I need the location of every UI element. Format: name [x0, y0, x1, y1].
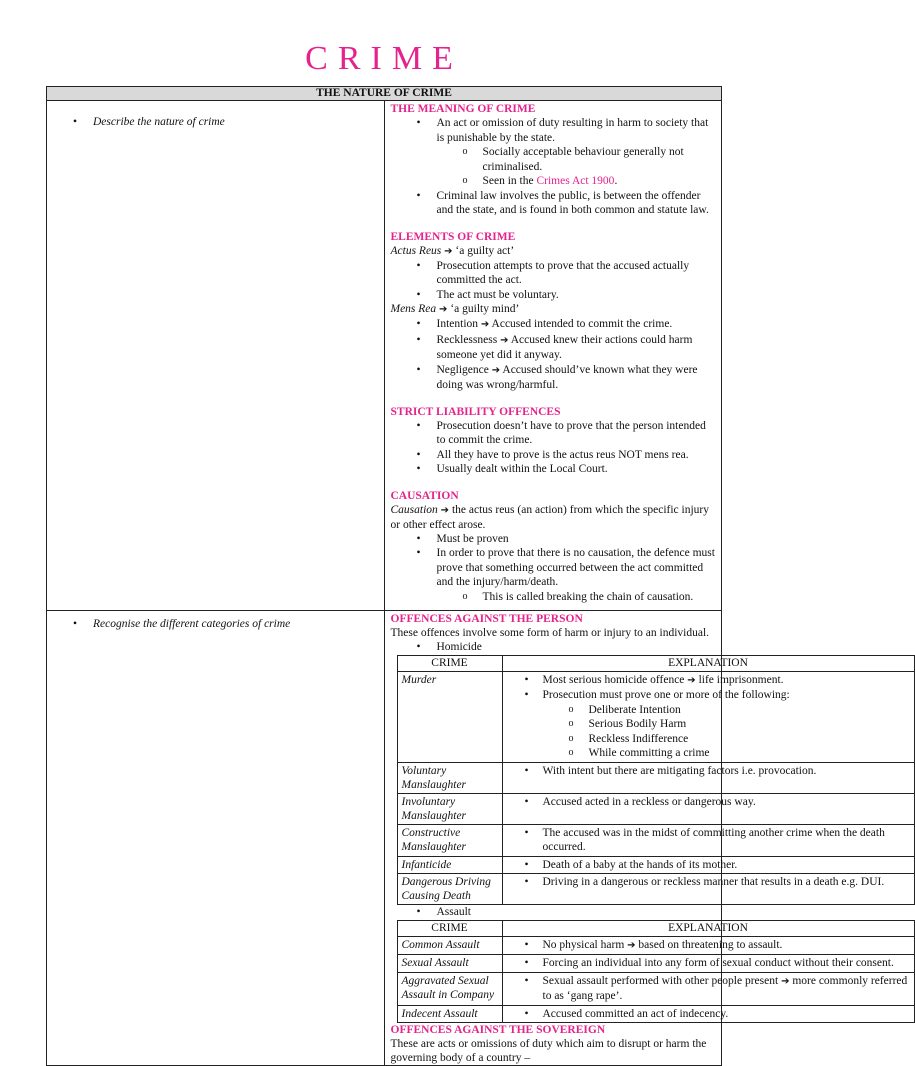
heading-meaning: THE MEANING OF CRIME — [390, 103, 536, 115]
col-explanation: EXPLANATION — [502, 655, 914, 671]
section-strict-liability — [391, 405, 716, 477]
list-item: • Homicide — [437, 640, 716, 655]
table-row: Common Assault • No physical harm ➔ based on threatening to assault. — [397, 936, 914, 955]
homicide-table — [397, 655, 915, 906]
section-elements — [391, 230, 716, 393]
section-meaning — [391, 102, 716, 218]
heading-strict: STRICT LIABILITY OFFENCES — [390, 405, 561, 418]
list-item: • Accused committed an act of indecency. — [543, 1007, 910, 1022]
outcome-text: • Recognise the different categories of crime — [93, 617, 378, 631]
list-item: • The accused was in the midst of committing another crime when the death occurred. — [543, 826, 910, 855]
list-item: o Socially acceptable behaviour generally not criminalised. — [483, 145, 716, 174]
table-row: Voluntary Manslaughter • With intent but there are mitigating factors i.e. provocation. — [397, 762, 914, 793]
mens-rea-line: Mens Rea ➔ ‘a guilty mind’ — [390, 303, 520, 315]
list-item: • The act must be voluntary. — [437, 288, 716, 303]
list-item: o Seen in the Crimes Act 1900. — [483, 174, 716, 189]
list-item: • All they have to prove is the actus reus NOT mens rea. — [437, 448, 716, 463]
list-item: • In order to prove that there is no causation, the defence must prove that something occurred between the act committed and the injury/harm/death. o This is called breaking the chain of causation. — [437, 546, 716, 604]
table-row: Constructive Manslaughter • The accused was in the midst of committing another crime when the death occurred. — [397, 824, 914, 856]
arrow-icon: ➔ — [687, 674, 696, 686]
list-item: • Sexual assault performed with other people present ➔ more commonly referred to as ‘gang rape’. — [543, 974, 910, 1004]
list-item: • Assault — [437, 905, 716, 920]
outcome-cell — [47, 611, 385, 1066]
col-crime: CRIME — [397, 920, 502, 936]
list-item: • Must be proven — [437, 532, 716, 547]
table-row: Aggravated Sexual Assault in Company • Sexual assault performed with other people present ➔ more commonly referred to as ‘gang rape’. — [397, 972, 914, 1005]
list-item: • Driving in a dangerous or reckless manner that results in a death e.g. DUI. — [543, 875, 910, 890]
nature-of-crime-table — [46, 86, 908, 1066]
heading-person: OFFENCES AGAINST THE PERSON — [390, 613, 583, 625]
list-item: o Deliberate Intention — [589, 703, 910, 718]
list-item: o Reckless Indifference — [589, 732, 910, 747]
assault-table — [397, 920, 915, 1024]
section-causation — [391, 489, 716, 605]
arrow-icon: ➔ — [627, 939, 636, 951]
outcome-cell — [47, 101, 385, 611]
outcome-text: • Describe the nature of crime — [93, 115, 378, 129]
list-item: • Criminal law involves the public, is between the offender and the state, and is found in both common and statute law. — [437, 189, 716, 218]
table-header: THE NATURE OF CRIME — [47, 87, 722, 101]
actus-reus-line: Actus Reus ➔ ‘a guilty act’ — [390, 244, 515, 257]
heading-causation: CAUSATION — [390, 489, 459, 502]
table-row: Indecent Assault • Accused committed an act of indecency. — [397, 1005, 914, 1023]
arrow-icon: ➔ — [480, 319, 490, 330]
col-crime: CRIME — [397, 655, 502, 671]
list-item: • Intention ➔ Accused intended to commit the crime. — [437, 317, 716, 333]
table-row: Sexual Assault • Forcing an individual into any form of sexual conduct without their consent. — [397, 955, 914, 973]
list-item: • No physical harm ➔ based on threatening to assault. — [543, 938, 910, 954]
person-intro: These offences involve some form of harm or injury to an individual. — [390, 627, 710, 639]
arrow-icon: ➔ — [439, 304, 448, 315]
table-row: Murder • Most serious homicide offence ➔ life imprisonment. • Prosecution must prove one or more of the following: o Deliberate Intention o Serious Bodily Harm o Reckless Indifference o While committing a crime — [397, 671, 914, 762]
content-cell — [384, 611, 908, 1066]
list-item: o Serious Bodily Harm — [589, 717, 910, 732]
arrow-icon: ➔ — [491, 364, 501, 376]
list-item: • Prosecution attempts to prove that the accused actually committed the act. — [437, 259, 716, 288]
crimes-act-link[interactable]: Crimes Act 1900 — [536, 175, 615, 187]
table-row: Dangerous Driving Causing Death • Driving in a dangerous or reckless manner that results in a death e.g. DUI. — [397, 874, 914, 905]
heading-elements: ELEMENTS OF CRIME — [390, 230, 516, 243]
list-item: • Prosecution doesn’t have to prove that the person intended to commit the crime. — [437, 419, 716, 448]
list-item: • Forcing an individual into any form of sexual conduct without their consent. — [543, 956, 910, 971]
list-item: • Death of a baby at the hands of its mother. — [543, 858, 910, 873]
heading-sovereign: OFFENCES AGAINST THE SOVEREIGN — [390, 1024, 606, 1036]
list-item: • Negligence ➔ Accused should’ve known what they were doing was wrong/harmful. — [437, 363, 716, 393]
sovereign-intro: These are acts or omissions of duty which aim to disrupt or harm the governing body of a country – — [390, 1038, 707, 1064]
list-item: • Recklessness ➔ Accused knew their actions could harm someone yet did it anyway. — [437, 333, 716, 363]
table-row: Involuntary Manslaughter • Accused acted in a reckless or dangerous way. — [397, 793, 914, 824]
list-item: • With intent but there are mitigating factors i.e. provocation. — [543, 764, 910, 779]
arrow-icon: ➔ — [781, 975, 790, 987]
list-item: • Most serious homicide offence ➔ life imprisonment. — [543, 673, 910, 689]
list-item: o While committing a crime — [589, 746, 910, 761]
arrow-icon: ➔ — [444, 245, 453, 257]
arrow-icon: ➔ — [500, 334, 509, 346]
list-item: • An act or omission of duty resulting in harm to society that is punishable by the state. o Socially acceptable behaviour generally not criminalised. o Seen in the Crimes Act 1900. — [437, 116, 716, 189]
row-categories — [47, 611, 722, 1066]
page-title: CRIME — [305, 40, 463, 77]
list-item: • Usually dealt within the Local Court. — [437, 462, 716, 477]
table-row: Infanticide • Death of a baby at the hands of its mother. — [397, 856, 914, 874]
list-item: • Accused acted in a reckless or dangerous way. — [543, 795, 910, 810]
row-describe-nature — [47, 101, 722, 611]
arrow-icon: ➔ — [440, 504, 450, 516]
list-item: • Prosecution must prove one or more of the following: o Deliberate Intention o Serious Bodily Harm o Reckless Indifference o While committing a crime — [543, 688, 910, 761]
causation-line: Causation ➔ the actus reus (an action) from which the specific injury or other effect arose. — [390, 503, 709, 531]
col-explanation: EXPLANATION — [502, 920, 914, 936]
content-cell — [384, 101, 722, 611]
list-item: o This is called breaking the chain of causation. — [483, 590, 716, 605]
